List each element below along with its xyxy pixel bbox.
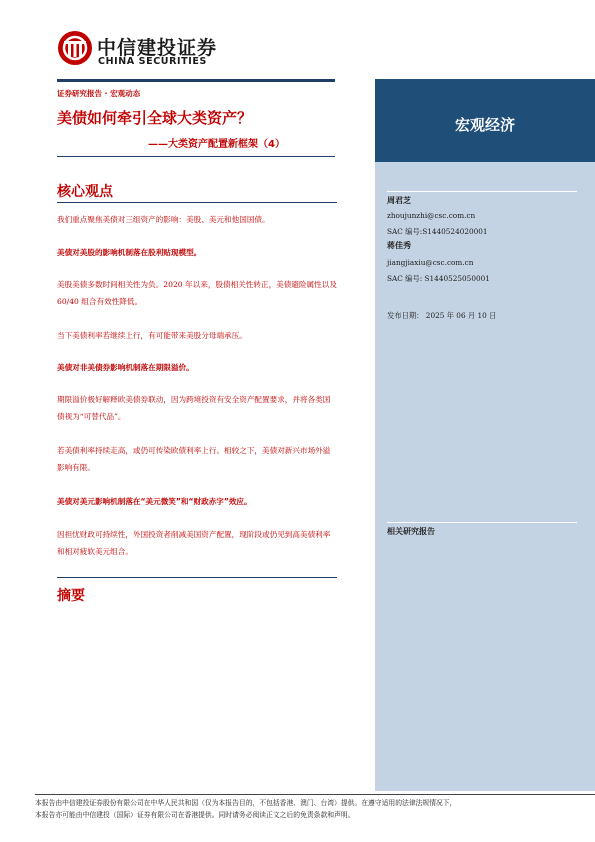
sidebar bbox=[375, 79, 595, 791]
paragraph: 因担忧财政可持续性，外国投资者削减美国资产配置，现阶段或仍见到高美债利率和相对疲软美元组合。 bbox=[57, 530, 331, 556]
company-logo-icon bbox=[57, 30, 93, 66]
paragraph: 当下美债利率若继续上行，有可能带来美股分母端承压。 bbox=[57, 331, 247, 340]
sidebar-category: 宏观经济 bbox=[454, 116, 515, 134]
paragraph: 美股美债多数时间相关性为负。2020 年以来，股债相关性转正，美债避险属性以及 60/40 组合有效性降低。 bbox=[57, 280, 337, 306]
sidebar-header bbox=[375, 79, 595, 162]
paragraph-heading: 美债对非美债券影响机制落在期限溢价。 bbox=[57, 363, 194, 372]
footer-disclaimer: 本报告亦可能由中信建投（国际）证券有限公司在香港提供。同时请务必阅读正文之后的免责条款和声明。 bbox=[35, 811, 355, 819]
footer-disclaimer: 本报告由中信建投证券股份有限公司在中华人民共和国（仅为本报告目的，不包括香港、澳门、台湾）提供。在遵守适用的法律法规情况下， bbox=[35, 799, 457, 807]
author-sac: SAC 编号:S1440524020001 bbox=[387, 227, 488, 236]
author-email: jiangjiaxiu@csc.com.cn bbox=[387, 258, 474, 267]
report-subtitle: ——大类资产配置新框架（4） bbox=[148, 139, 285, 150]
related-reports-title: 相关研究报告 bbox=[387, 527, 435, 536]
paragraph-heading: 美债对美元影响机制落在“美元微笑”和“财政赤字”效应。 bbox=[57, 497, 252, 506]
author-name: 蒋佳秀 bbox=[387, 241, 411, 250]
summary-divider bbox=[57, 577, 337, 578]
footer-divider bbox=[35, 794, 595, 795]
core-view-divider bbox=[57, 202, 337, 203]
sidebar-divider bbox=[387, 522, 577, 523]
company-name-en: CHINA SECURITIES bbox=[98, 56, 207, 67]
core-view-title: 核心观点 bbox=[57, 184, 113, 200]
author-sac: SAC 编号: S1440525050001 bbox=[387, 274, 490, 283]
author-name: 周君芝 bbox=[387, 196, 411, 205]
paragraph: 期限溢价极好解释欧美债券联动，因为跨境投资有安全资产配置要求，并将各类国债视为“可替代品”。 bbox=[57, 395, 331, 421]
report-type: 证券研究报告 · 宏观动态 bbox=[57, 89, 141, 98]
author-email: zhoujunzhi@csc.com.cn bbox=[387, 211, 476, 220]
report-title: 美债如何牵引全球大类资产？ bbox=[57, 109, 253, 127]
title-divider bbox=[57, 156, 335, 157]
paragraph: 我们重点聚焦美债对三组资产的影响：美股、美元和他国国债。 bbox=[57, 215, 270, 224]
paragraph-heading: 美债对美股的影响机制落在股利贴现模型。 bbox=[57, 248, 202, 257]
sidebar-divider bbox=[387, 191, 577, 192]
header-divider bbox=[57, 79, 335, 82]
company-name-cn: 中信建投证券 bbox=[97, 37, 218, 59]
paragraph: 若美债利率持续走高，或仍可传染欧债利率上行。相较之下，美债对新兴市场外溢影响有限。 bbox=[57, 446, 331, 472]
summary-title: 摘要 bbox=[57, 588, 85, 604]
publish-date: 发布日期： 2025 年 06 月 10 日 bbox=[387, 311, 497, 320]
company-logo bbox=[57, 30, 227, 70]
